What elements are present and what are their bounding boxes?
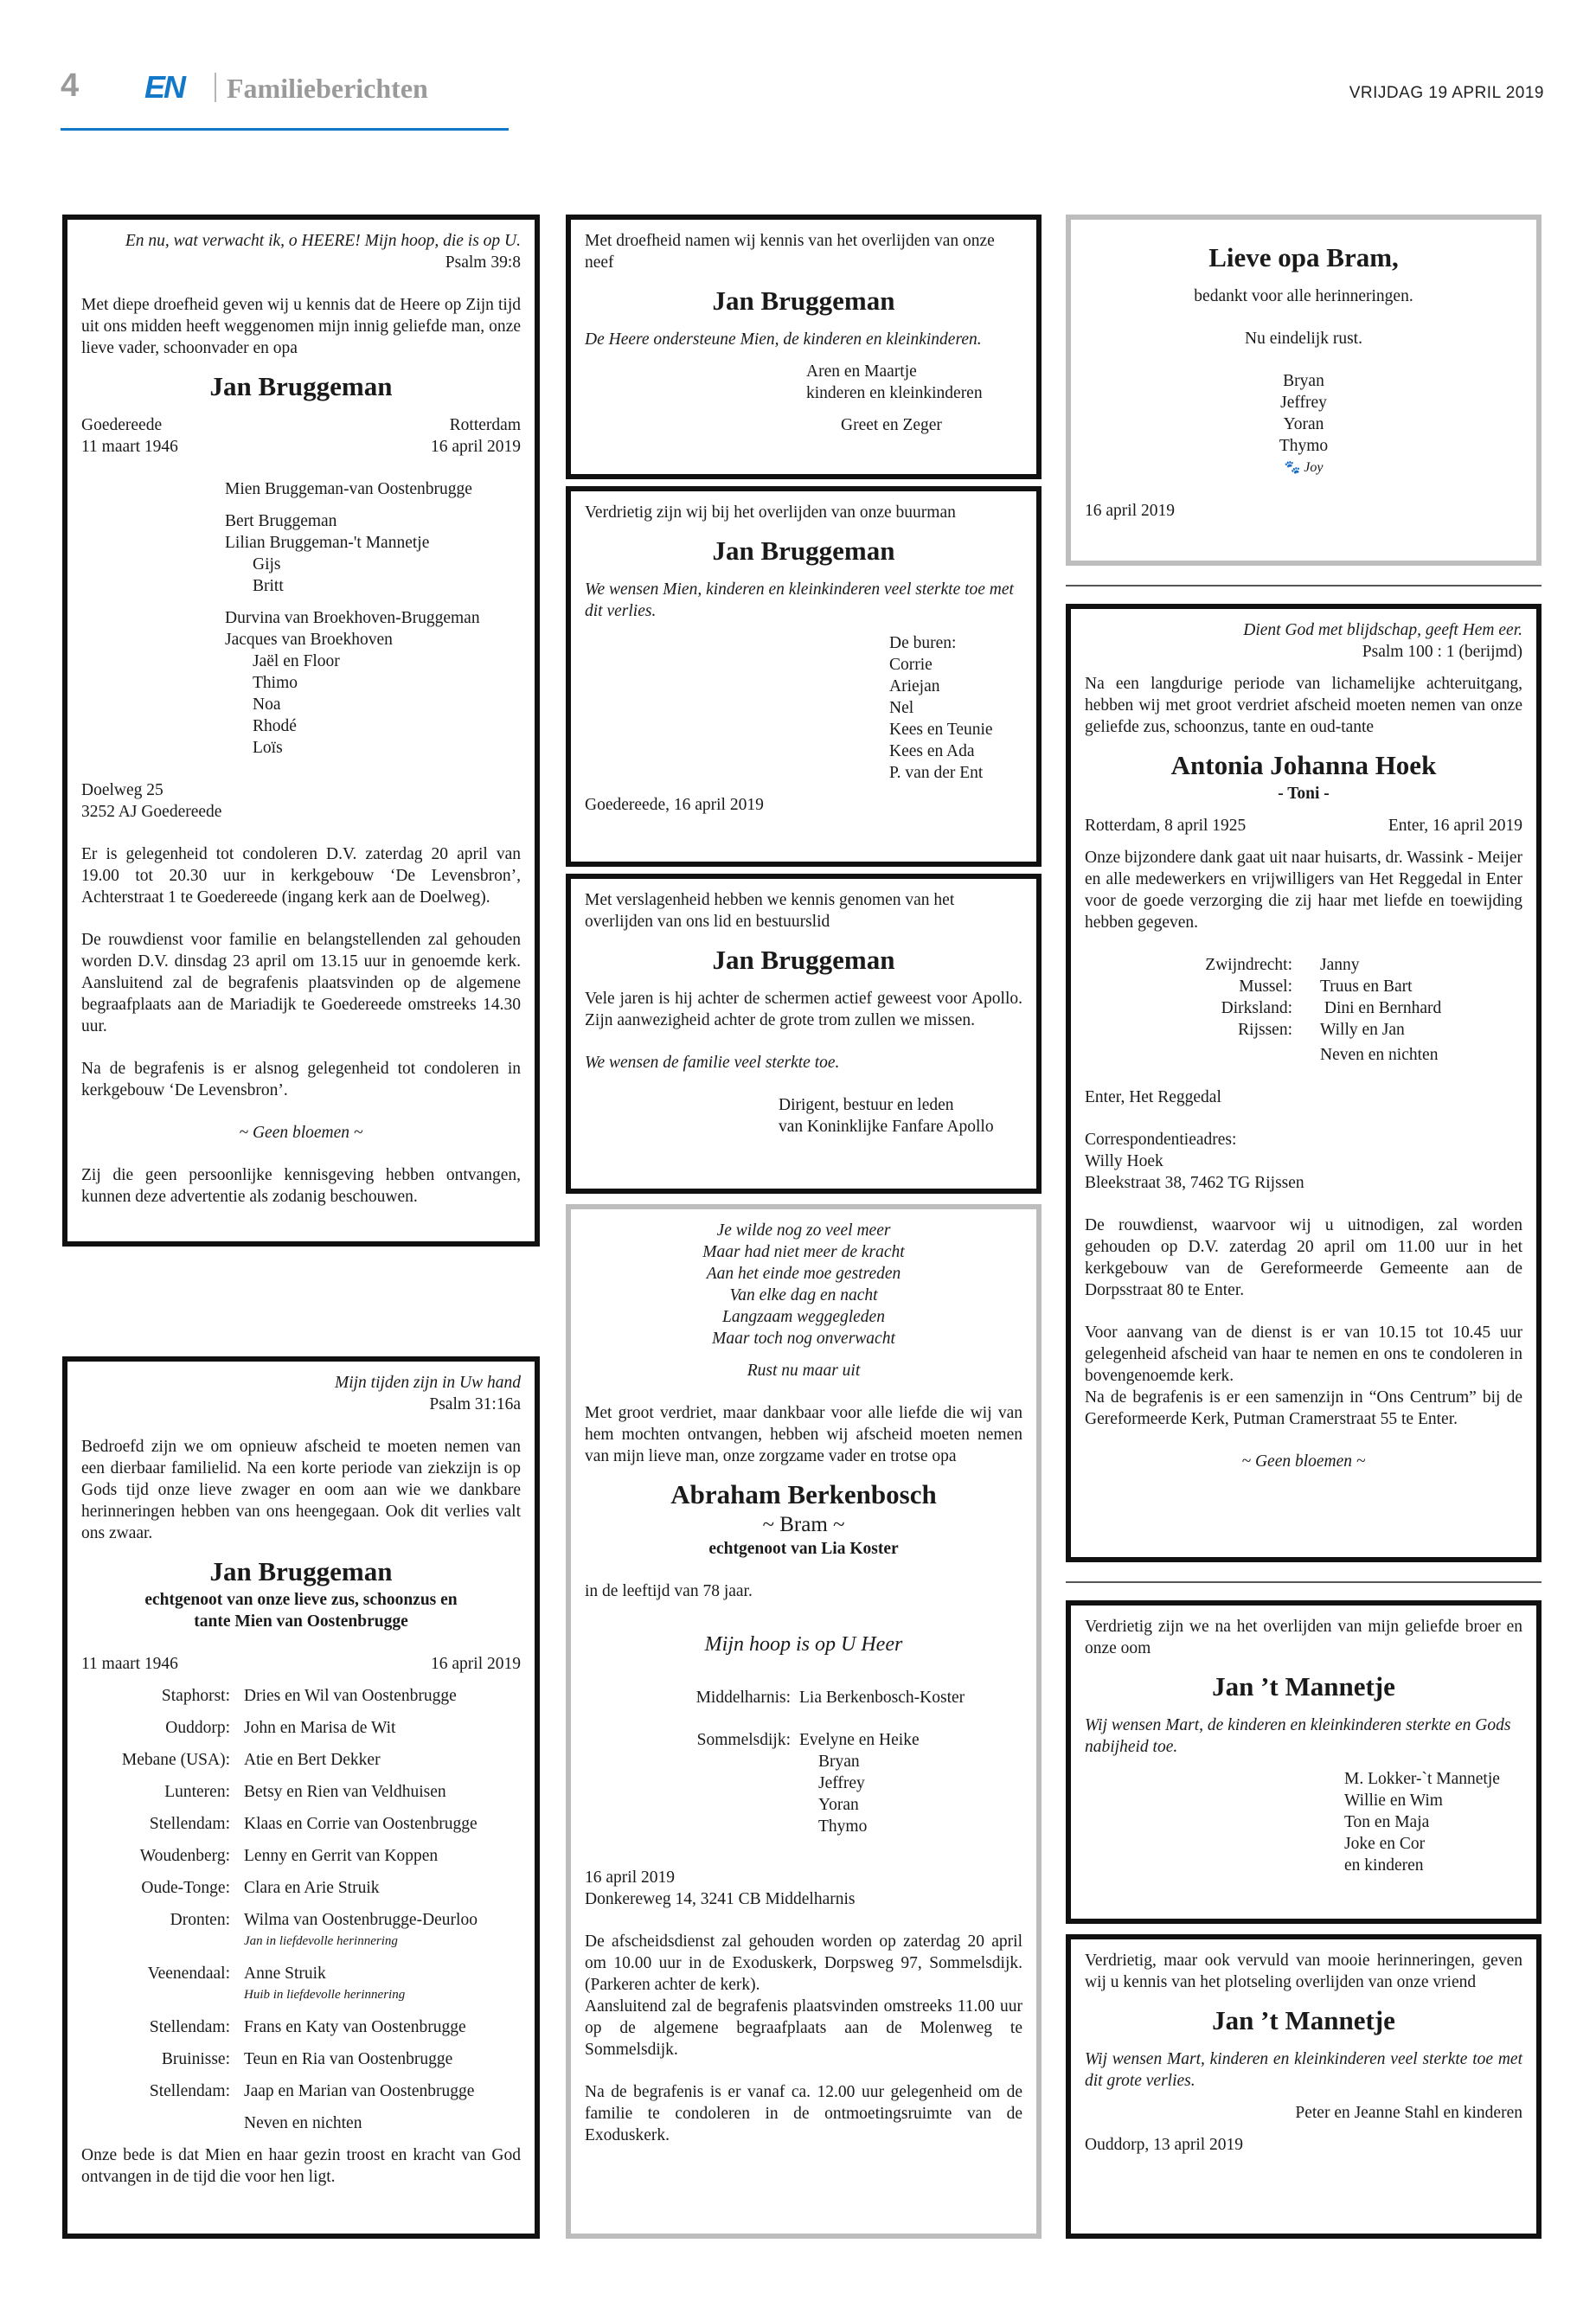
address-line: 3252 AJ Goedereede (81, 803, 222, 821)
wish-text: We wensen Mien, kinderen en kleinkinderen veel sterkte toe met dit verlies. (585, 580, 1014, 620)
relative-names (244, 1813, 521, 1835)
correspondence-address: Bleekstraat 38, 7462 TG Rijssen (1085, 1174, 1304, 1192)
family-member: Jaël en Floor (253, 652, 340, 670)
signature: Greet en Zeger (841, 416, 942, 434)
nickname: - Toni - (1278, 785, 1330, 803)
relative-location: Lunteren: (164, 1783, 230, 1801)
deceased-name: Jan Bruggeman (712, 285, 895, 316)
relative-name-line: Betsy en Rien van Veldhuisen (244, 1783, 446, 1801)
page-number: 4 (61, 67, 80, 104)
pet-line: 🐾 Joy (1284, 460, 1324, 475)
poem-line: Aan het einde moe gestreden (706, 1265, 901, 1283)
family-member: Jacques van Broekhoven (225, 631, 393, 649)
birth-death-line: Rotterdam, 8 april 1925 Enter, 16 april 2019 (1085, 817, 1522, 835)
service-text: De afscheidsdienst zal gehouden worden op zaterdag 20 april om 10.00 uur in de Exoduskerk, Dorpsweg 97, Sommelsdijk. (Parkeren achter de kerk). (585, 1932, 1022, 1994)
relative-location: Mebane (USA): (121, 1751, 230, 1769)
body-text: Vele jaren is hij achter de schermen actief geweest voor Apollo. Zijn aanwezigheid achter de grote trom zullen we missen. (585, 990, 1022, 1029)
age-line: in de leeftijd van 78 jaar. (585, 1582, 753, 1600)
signer: Ton en Maja (1344, 1813, 1430, 1831)
grandchild-name: Jeffrey (1280, 394, 1327, 412)
family-member: Lilian Bruggeman-'t Mannetje (225, 534, 430, 552)
relative-names (244, 1909, 521, 1952)
after-burial-text: Na de begrafenis is er vanaf ca. 12.00 uur gelegenheid om de familie te condoleren in de ontmoetingsruimte van de Exoduskerk. (585, 2083, 1022, 2144)
relative-name-line: Atie en Bert Dekker (244, 1751, 381, 1769)
section-title: Familieberichten (227, 73, 428, 104)
quote: Mijn tijden zijn in Uw hand (334, 1374, 521, 1392)
remembrance-note: Jan in liefdevolle herinnering (244, 1934, 398, 1948)
relative-names (244, 1749, 521, 1771)
quote: Dient God met blijdschap, geeft Hem eer. (1243, 621, 1522, 639)
intro-text: Bedroefd zijn we om opnieuw afscheid te moeten nemen van een dierbaar familielid. Na een korte periode van ziekzijn is op Gods tijd onze lieve zwager en oom aan wie we dankbare herinneringen hebben van ons heengegaan. Ook dit verlies valt ons zwaar. (81, 1438, 521, 1542)
relative-names (244, 1877, 521, 1899)
relative-location: Dronten: (170, 1911, 230, 1929)
relative-name-line: Clara en Arie Struik (244, 1879, 380, 1897)
relative-location: Bruinisse: (161, 2050, 230, 2068)
header-rule (61, 128, 509, 131)
message-title: Lieve opa Bram, (1208, 242, 1399, 272)
relative-name-line: John en Marisa de Wit (244, 1719, 396, 1737)
relative-names (244, 2080, 521, 2102)
relative-location: Ouddorp: (165, 1719, 230, 1737)
signers-list (1085, 1768, 1522, 1876)
birth-death-places: Goedereede Rotterdam (81, 416, 521, 434)
service-text: De rouwdienst voor familie en belangstellenden zal gehouden worden D.V. dinsdag 23 april om 13.15 uur in genoemde kerk. Aansluitend zal de begrafenis plaatsvinden op de algemene begraafplaats aan de Mariadijk te Goedereede omstreeks 14.30 uur. (81, 931, 521, 1035)
relatives-list (81, 1685, 521, 2134)
relative-location: Stellendam: (149, 1815, 230, 1833)
wish-text: De Heere ondersteune Mien, de kinderen en kleinkinderen. (585, 330, 982, 349)
relative-location: Mussel: (1239, 977, 1292, 996)
relative-location: Stellendam: (149, 2082, 230, 2100)
relative-row (81, 1685, 521, 1707)
burial-text: Aansluitend zal de begrafenis plaatsvinden omstreeks 11.00 uur op de algemene begraafplaats aan de Molenweg te Sommelsdijk. (585, 1997, 1022, 2059)
signer: Willie en Wim (1344, 1791, 1443, 1810)
relative-row (81, 1781, 521, 1803)
family-member: Thimo (253, 674, 298, 692)
signer: Joke en Cor (1344, 1835, 1426, 1853)
relative-row (81, 1749, 521, 1771)
relative-row (81, 1877, 521, 1899)
relative-row: Middelharnis: Lia Berkenbosch-Koster (695, 1689, 965, 1707)
service-text: De rouwdienst, waarvoor wij u uitnodigen, zal worden gehouden op D.V. zaterdag 20 april om 11.00 uur in het kerkgebouw van de Gereformeerde Gemeente aan de Dorpsstraat 80 te Enter. (1085, 1216, 1522, 1299)
deceased-name: Abraham Berkenbosch (670, 1479, 937, 1509)
grandchild-name: Thymo (1279, 437, 1329, 455)
deceased-name: Jan Bruggeman (712, 945, 895, 975)
deceased-name: Jan Bruggeman (209, 1556, 393, 1586)
after-burial-text: Na de begrafenis is er een samenzijn in “Ons Centrum” bij de Gereformeerde Kerk, Putman Cramerstraat 55 te Enter. (1085, 1388, 1522, 1428)
spouse-line: echtgenoot van Lia Koster (708, 1540, 899, 1558)
issue-date: VRIJDAG 19 APRIL 2019 (1349, 84, 1544, 102)
remembrance-note: Huib in liefdevolle herinnering (244, 1988, 406, 2002)
quote-ref: Psalm 100 : 1 (berijmd) (1362, 643, 1522, 661)
relative-names: Willy en Jan (1320, 1021, 1405, 1039)
poem-line: Van elke dag en nacht (729, 1286, 878, 1304)
relative-row (81, 1963, 521, 2006)
family-list (81, 478, 521, 759)
family-member: Britt (253, 577, 284, 595)
poem-line: Langzaam weggegleden (722, 1308, 885, 1326)
deceased-name: Jan ’t Mannetje (1212, 1671, 1395, 1702)
grandchild-name: Bryan (1283, 372, 1324, 390)
obituary-jan-t-mannetje-friends (1066, 1934, 1542, 2239)
no-flowers-note: ~ Geen bloemen ~ (1241, 1452, 1366, 1471)
family-member: Rhodé (253, 717, 297, 735)
place-date: Goedereede, 16 april 2019 (585, 796, 764, 814)
relatives-list (1085, 954, 1522, 1041)
obituary-jan-bruggeman-family (62, 215, 540, 1247)
poem (585, 1220, 1022, 1349)
intro-text: Na een langdurige periode van lichamelijke achteruitgang, hebben wij met groot verdriet afscheid moeten nemen van onze geliefde zus, schoonzus, tante en oud-tante (1085, 675, 1522, 736)
intro-text: Met droefheid namen wij kennis van het overlijden van onze neef (585, 232, 995, 272)
message-lieve-opa-bram (1066, 215, 1542, 566)
message-line: Nu eindelijk rust. (1245, 330, 1362, 348)
relative-row (1085, 997, 1522, 1019)
family-member: Bert Bruggeman (225, 512, 337, 530)
relative-name-line: Jeffrey (818, 1774, 865, 1792)
nickname: ~ Bram ~ (762, 1513, 845, 1536)
footer-note: Zij die geen persoonlijke kennisgeving hebben ontvangen, kunnen deze advertentie als zodanig beschouwen. (81, 1166, 521, 1206)
quote: En nu, wat verwacht ik, o HEERE! Mijn hoop, die is op U. (125, 232, 521, 250)
newspaper-logo: EN (144, 69, 185, 105)
relative-location: Veenendaal: (147, 1965, 230, 1983)
grandchildren-list (1085, 370, 1522, 457)
before-service-text: Voor aanvang van de dienst is er van 10.15 tot 10.45 uur gelegenheid afscheid van haar te nemen en ons te condoleren in bovengenoemde kerk. (1085, 1324, 1522, 1385)
relative-name-line: Frans en Katy van Oostenbrugge (244, 2018, 466, 2036)
column-divider (1066, 585, 1542, 586)
deceased-name: Jan Bruggeman (712, 535, 895, 566)
obituary-abraham-berkenbosch (566, 1204, 1042, 2239)
relative-names (244, 1685, 521, 1707)
quote-ref: Psalm 31:16a (429, 1395, 521, 1413)
poem-line: Maar had niet meer de kracht (702, 1243, 905, 1261)
family-member: Loïs (253, 739, 283, 757)
signer: en kinderen (1344, 1856, 1424, 1875)
paw-icon: 🐾 (1284, 461, 1301, 475)
relative-names (244, 2048, 521, 2070)
family-member: Gijs (253, 555, 281, 574)
address-line: Donkereweg 14, 3241 CB Middelharnis (585, 1890, 856, 1908)
deceased-name: Jan ’t Mannetje (1212, 2005, 1395, 2035)
wish-text: Wij wensen Mart, de kinderen en kleinkinderen sterkte en Gods nabijheid toe. (1085, 1716, 1511, 1756)
relative-name-line: Yoran (818, 1796, 859, 1814)
relative-row (81, 1717, 521, 1739)
relative-row (1085, 954, 1522, 976)
intro-text: Met diepe droefheid geven wij u kennis dat de Heere op Zijn tijd uit ons midden heeft weggenomen mijn innig geliefde man, onze lieve vader, schoonvader en opa (81, 296, 521, 357)
intro-text: Met verslagenheid hebben we kennis genomen van het overlijden van ons lid en bestuurslid (585, 891, 955, 931)
obituary-jan-bruggeman-relatives (62, 1356, 540, 2239)
relative-name-line: Wilma van Oostenbrugge-Deurloo (244, 1911, 478, 1929)
neven-line: Neven en nichten (244, 2114, 362, 2132)
relative-names (799, 1729, 1022, 1837)
obituary-jan-bruggeman-neighbours (566, 486, 1042, 867)
relative-names: Janny (1320, 956, 1360, 974)
relative-location: Woudenberg: (139, 1847, 230, 1865)
relative-names: Truus en Bart (1320, 977, 1413, 996)
quote-ref: Psalm 39:8 (445, 253, 521, 272)
obituary-antonia-johanna-hoek (1066, 604, 1542, 1562)
relative-location: Staphorst: (161, 1687, 230, 1705)
no-flowers-note: ~ Geen bloemen ~ (239, 1124, 363, 1142)
relative-name-line: Teun en Ria van Oostenbrugge (244, 2050, 453, 2068)
relative-name-line: Evelyne en Heike (799, 1731, 920, 1749)
relative-row: Sommelsdijk: Evelyne en Heike Bryan Jeffrey Yoran Thymo (585, 1729, 1022, 1837)
address-line: Doelweg 25 (81, 781, 163, 799)
obituary-jan-bruggeman-fanfare (566, 874, 1042, 1194)
relative-row (81, 1845, 521, 1867)
relative-name-line: Jaap en Marian van Oostenbrugge (244, 2082, 475, 2100)
neven-line: Neven en nichten (1320, 1046, 1439, 1064)
relative-names (244, 1781, 521, 1803)
date-line: 16 april 2019 (1085, 502, 1175, 520)
signer: Kees en Ada (889, 742, 975, 760)
footer-note: Onze bede is dat Mien en haar gezin troost en kracht van God ontvangen in de tijd die voor hen ligt. (81, 2146, 521, 2186)
relative-location: Rijssen: (1238, 1021, 1292, 1039)
relative-row (81, 1909, 521, 1952)
signature: Dirigent, bestuur en leden (779, 1096, 954, 1114)
signer: Kees en Teunie (889, 721, 993, 739)
motto: Mijn hoop is op U Heer (704, 1633, 903, 1656)
relative-row (81, 2080, 521, 2102)
spouse-line: echtgenoot van onze lieve zus, schoonzus en tante Mien van Oostenbrugge (144, 1591, 458, 1631)
relative-row (81, 2048, 521, 2070)
intro-text: Verdrietig zijn wij bij het overlijden van onze buurman (585, 503, 956, 522)
intro-text: Verdrietig, maar ook vervuld van mooie herinneringen, geven wij u kennis van het plotseling overlijden van onze vriend (1085, 1952, 1522, 1991)
relative-location: Stellendam: (149, 2018, 230, 2036)
signers-list (585, 632, 1022, 784)
obituary-jan-bruggeman-cousin (566, 215, 1042, 479)
relative-names: Dini en Bernhard (1320, 999, 1442, 1017)
relative-row (1085, 1019, 1522, 1041)
birth-death-dates: 11 maart 1946 16 april 2019 (81, 1655, 521, 1673)
intro-text: Verdrietig zijn we na het overlijden van mijn geliefde broer en onze oom (1085, 1618, 1522, 1657)
relative-row (81, 2016, 521, 2038)
signature: Aren en Maartje (806, 362, 917, 381)
relative-name-line: Klaas en Corrie van Oostenbrugge (244, 1815, 478, 1833)
relative-name-line: Bryan (818, 1753, 860, 1771)
poem-line: Je wilde nog zo veel meer (716, 1221, 891, 1240)
relative-row (81, 1813, 521, 1835)
place-date: Ouddorp, 13 april 2019 (1085, 2136, 1244, 2154)
relative-location: Dirksland: (1221, 999, 1292, 1017)
relative-name-line: Dries en Wil van Oostenbrugge (244, 1687, 457, 1705)
family-member: Durvina van Broekhoven-Bruggeman (225, 609, 480, 627)
date-line: 16 april 2019 (585, 1868, 675, 1887)
signer: Corrie (889, 656, 933, 674)
wish-text: We wensen de familie veel sterkte toe. (585, 1054, 840, 1072)
poem-line: Maar toch nog onverwacht (712, 1330, 895, 1348)
deceased-name: Antonia Johanna Hoek (1170, 750, 1437, 780)
relative-location: Oude-Tonge: (141, 1879, 230, 1897)
deceased-name: Jan Bruggeman (209, 371, 393, 401)
relative-location: Zwijndrecht: (1205, 956, 1292, 974)
obituary-jan-t-mannetje-family (1066, 1600, 1542, 1924)
relative-name-line: Thymo (818, 1817, 868, 1836)
signer: Ariejan (889, 677, 940, 695)
relative-name-line: Anne Struik (244, 1965, 326, 1983)
relative-name-line: Lenny en Gerrit van Koppen (244, 1847, 439, 1865)
place-line: Enter, Het Reggedal (1085, 1088, 1221, 1106)
relative-names (244, 1717, 521, 1739)
column-divider (1066, 1581, 1542, 1583)
message-line: bedankt voor alle herinneringen. (1194, 287, 1413, 305)
after-burial-text: Na de begrafenis is er alsnog gelegenheid tot condoleren in kerkgebouw ‘De Levensbron’. (81, 1060, 521, 1099)
correspondence-label: Correspondentieadres: (1085, 1131, 1237, 1149)
family-member: Noa (253, 695, 281, 714)
signature: Peter en Jeanne Stahl en kinderen (1295, 2104, 1522, 2122)
signer: Nel (889, 699, 914, 717)
relative-names (244, 1845, 521, 1867)
relative-row (1085, 976, 1522, 997)
wish-text: Wij wensen Mart, kinderen en kleinkinderen veel sterkte toe met dit grote verlies. (1085, 2050, 1522, 2090)
signer: De buren: (889, 634, 957, 652)
signer: M. Lokker-`t Mannetje (1344, 1770, 1500, 1788)
family-member: Mien Bruggeman-van Oostenbrugge (225, 480, 472, 498)
signature: van Koninklijke Fanfare Apollo (779, 1118, 994, 1136)
relative-names (244, 2016, 521, 2038)
signer: P. van der Ent (889, 764, 984, 782)
correspondence-name: Willy Hoek (1085, 1152, 1163, 1170)
signature: kinderen en kleinkinderen (806, 384, 983, 402)
birth-death-dates: 11 maart 1946 16 april 2019 (81, 438, 521, 456)
condolence-text: Er is gelegenheid tot condoleren D.V. zaterdag 20 april van 19.00 tot 20.30 uur in kerkgebouw ‘De Levensbron’, Achterstraat 1 te Goedereede (ingang kerk aan de Doelweg). (81, 845, 521, 907)
grandchild-name: Yoran (1283, 415, 1324, 433)
header-separator (215, 73, 216, 102)
thanks-text: Onze bijzondere dank gaat uit naar huisarts, dr. Wassink - Meijer en alle medewerkers en vrijwilligers van Het Reggedal in Enter voor de goede verzorging die zij haar met liefde en toewijding hebben gegeven. (1085, 849, 1523, 932)
intro-text: Met groot verdriet, maar dankbaar voor alle liefde die wij van hem mochten ontvangen, hebben wij afscheid moeten nemen van mijn lieve man, onze zorgzame vader en trotse opa (585, 1404, 1022, 1465)
poem-end: Rust nu maar uit (747, 1362, 861, 1380)
relative-names (244, 1963, 521, 2006)
